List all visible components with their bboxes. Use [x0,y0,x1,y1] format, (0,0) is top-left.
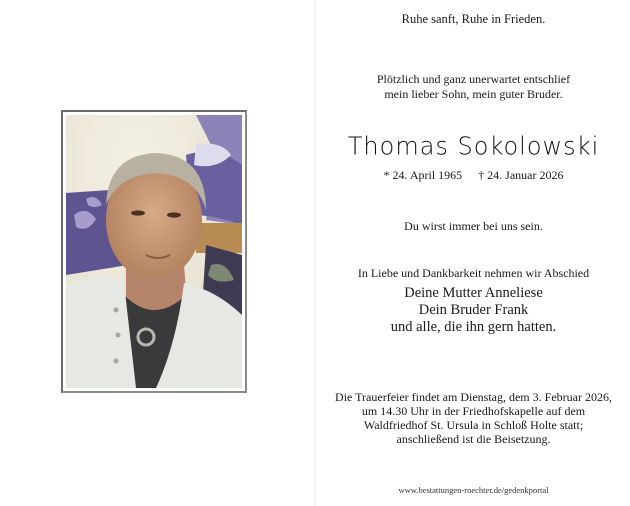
ceremony-line-1: Die Trauerfeier findet am Dienstag, dem 3. Februar 2026, [335,390,612,404]
ceremony-line-4: anschließend ist die Beisetzung. [396,432,551,446]
death-date: † 24. Januar 2026 [478,168,564,182]
motto: Ruhe sanft, Ruhe in Frieden. [401,12,546,26]
deceased-name: Thomas Sokolowski [347,131,600,161]
intro-line-2: mein lieber Sohn, mein guter Bruder. [384,87,563,101]
birth-date: * 24. April 1965 [383,168,463,182]
ceremony-line-2: um 14.30 Uhr in der Friedhofskapelle auf dem [361,404,586,418]
portrait-frame [61,110,247,393]
mourner-mother: Deine Mutter Anneliese [404,285,543,301]
mourner-others: und alle, die ihn gern hatten. [390,319,557,335]
memorial-website-link[interactable]: www.bestattungen-roechter.de/gedenkportal [398,485,549,495]
intro-line-1: Plötzlich und ganz unerwartet entschlief [376,72,571,86]
portrait-illustration [66,115,242,388]
farewell-text: In Liebe und Dankbarkeit nehmen wir Abschied [357,266,590,280]
life-dates [316,168,630,183]
remembrance-text: Du wirst immer bei uns sein. [404,219,543,233]
ceremony-line-3: Waldfriedhof St. Ursula in Schloß Holte statt; [363,418,584,432]
portrait-photo [66,115,242,388]
right-page [315,0,630,506]
mourner-brother: Dein Bruder Frank [418,302,529,318]
